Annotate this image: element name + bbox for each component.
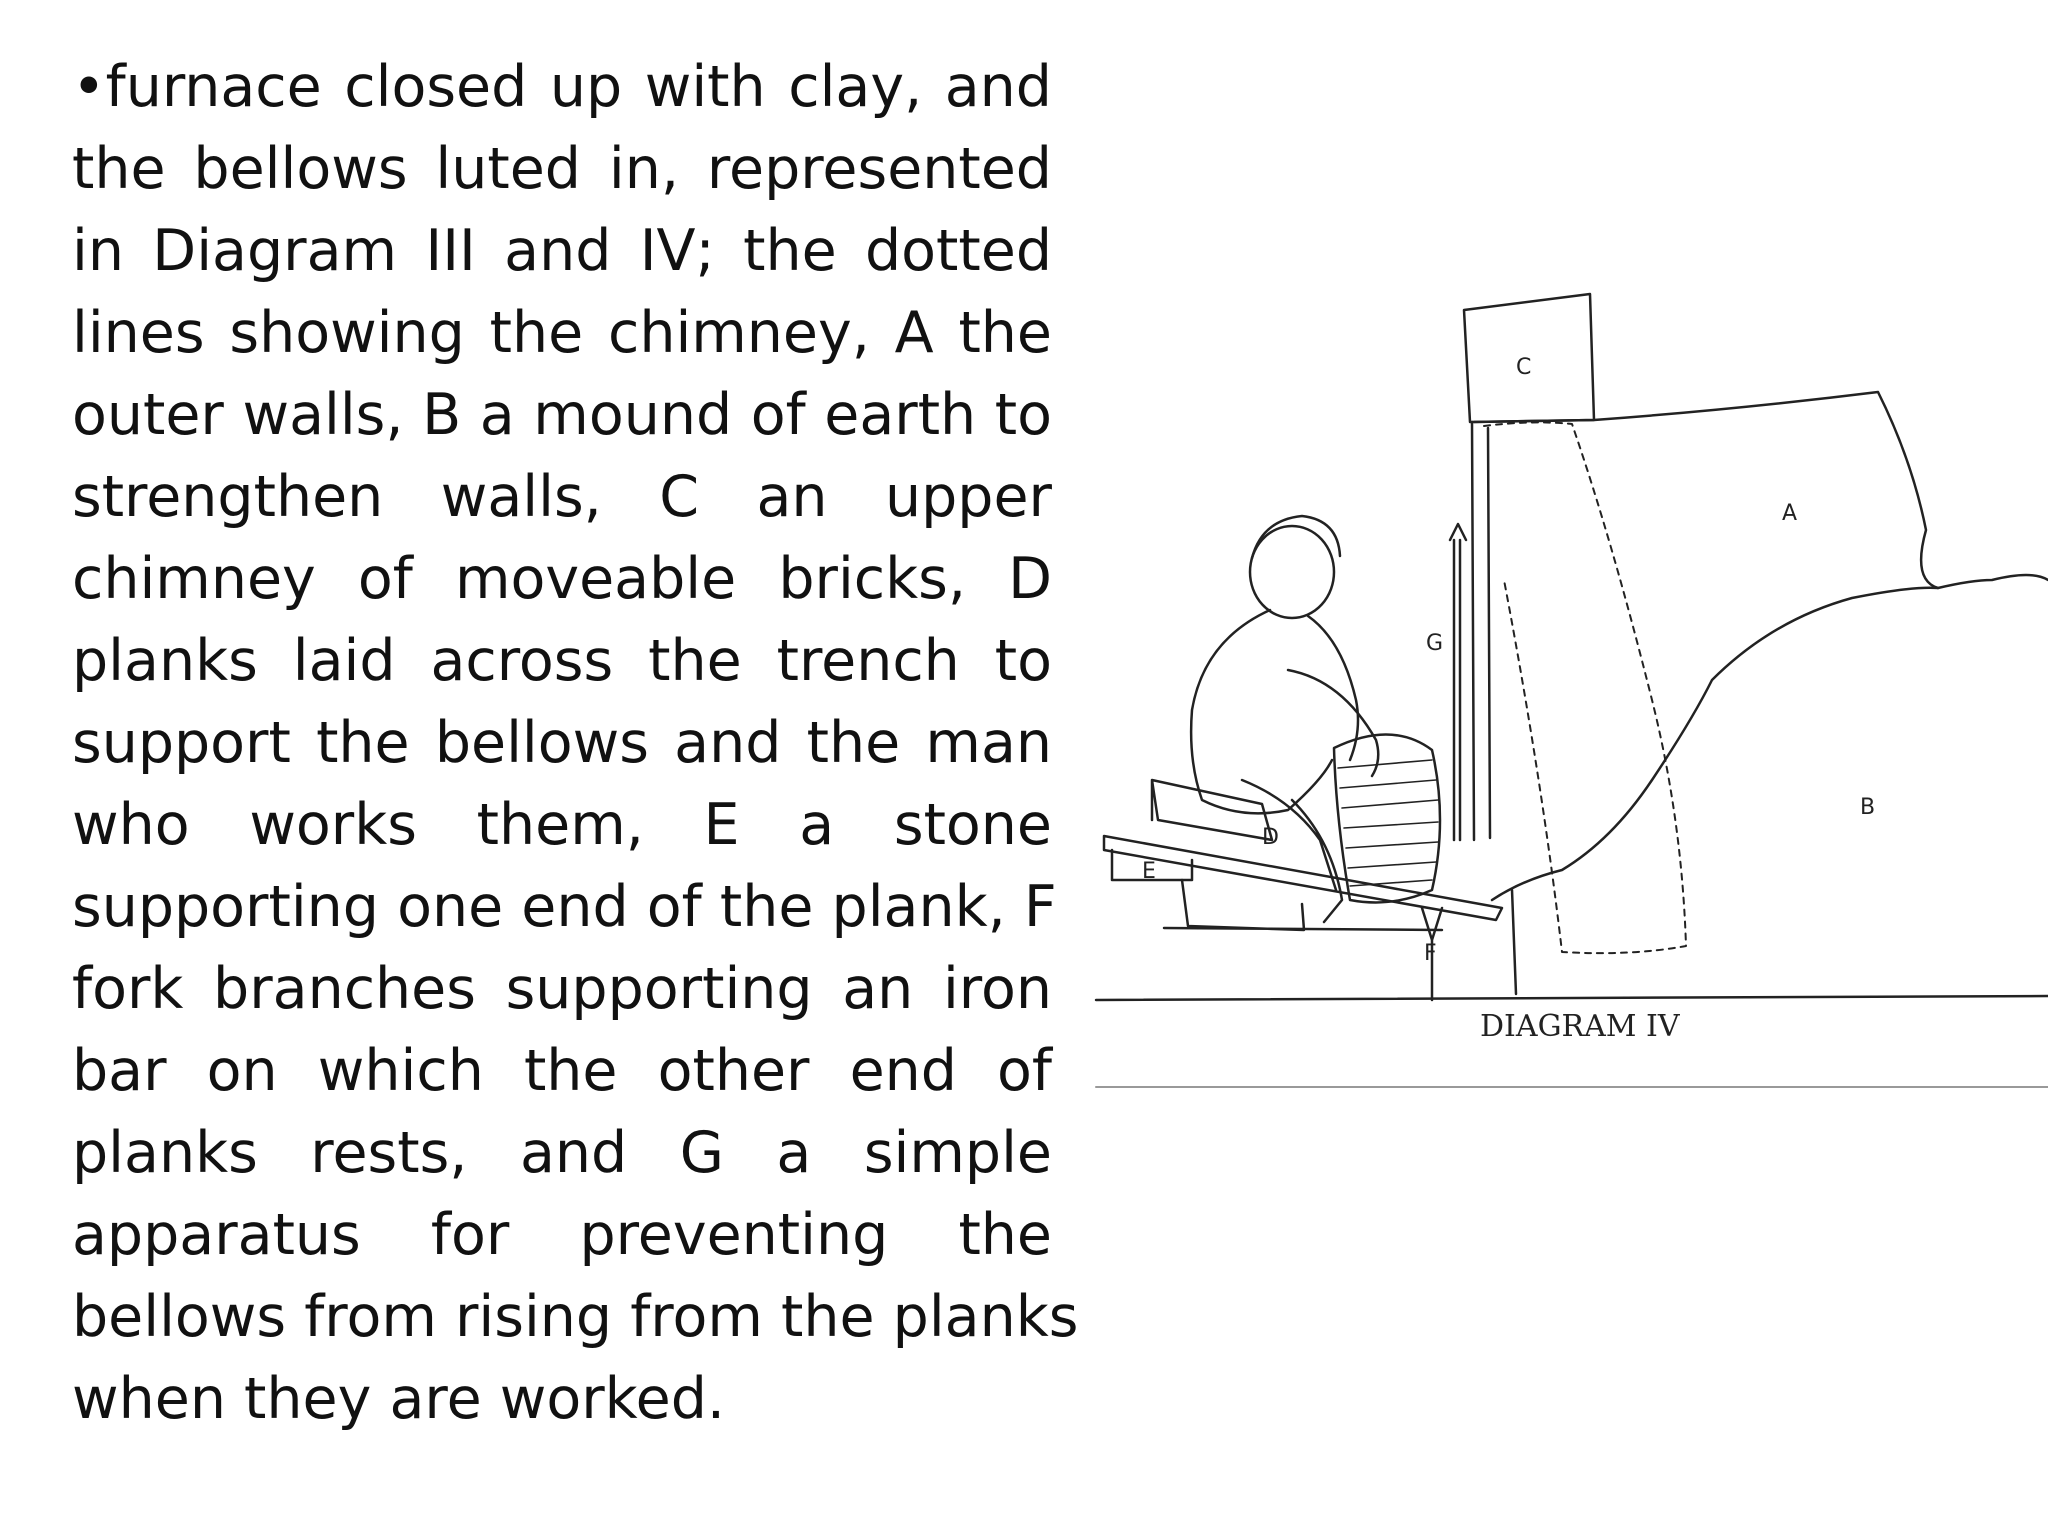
ground-line xyxy=(1096,996,2048,1000)
text-line: who works them, E a stone xyxy=(72,792,1052,858)
plank-support xyxy=(1164,880,1442,930)
man-body xyxy=(1191,610,1358,813)
text-line: when they are worked. xyxy=(72,1366,726,1432)
text-line: apparatus for preventing the xyxy=(72,1202,1052,1268)
diagram-label-d: D xyxy=(1262,825,1279,850)
apparatus-pole xyxy=(1450,524,1466,840)
text-line: planks laid across the trench to xyxy=(72,628,1052,694)
diagram-label-f: F xyxy=(1424,941,1437,966)
text-line: bar on which the other end of xyxy=(72,1038,1052,1104)
text-line: the bellows luted in, represented xyxy=(72,136,1052,202)
seat xyxy=(1152,780,1272,840)
description-text xyxy=(72,46,1079,1440)
diagram-label-g: G xyxy=(1426,631,1444,656)
furnace-diagram xyxy=(1092,280,2048,1100)
bellows-stripes xyxy=(1338,760,1438,886)
diagram-label-c: C xyxy=(1516,355,1532,380)
man-head xyxy=(1250,526,1334,618)
text-line: strengthen walls, C an upper xyxy=(72,464,1052,530)
furnace-inner-wall xyxy=(1472,422,1516,994)
dotted-chimney xyxy=(1484,422,1686,953)
text-line: planks rests, and G a simple xyxy=(72,1120,1052,1186)
man-legs xyxy=(1242,780,1342,922)
text-line: support the bellows and the man xyxy=(72,710,1052,776)
text-line: bellows from rising from the planks xyxy=(72,1284,1079,1350)
text-line: •furnace closed up with clay, and xyxy=(72,54,1052,120)
diagram-label-a: A xyxy=(1782,501,1798,526)
text-line: supporting one end of the plank, F xyxy=(72,874,1057,940)
text-line: outer walls, B a mound of earth to xyxy=(72,382,1052,448)
furnace-outer-wall xyxy=(1474,392,2048,588)
text-line: lines showing the chimney, A the xyxy=(72,300,1052,366)
diagram-label-e: E xyxy=(1142,859,1156,884)
diagram-caption: DIAGRAM IV xyxy=(1480,1009,1680,1044)
earth-mound xyxy=(1492,588,1938,900)
text-line: chimney of moveable bricks, D xyxy=(72,546,1052,612)
furnace-diagram-drawing xyxy=(1092,280,2048,1100)
text-line: fork branches supporting an iron xyxy=(72,956,1052,1022)
diagram-label-b: B xyxy=(1860,795,1876,820)
text-line: in Diagram III and IV; the dotted xyxy=(72,218,1052,284)
